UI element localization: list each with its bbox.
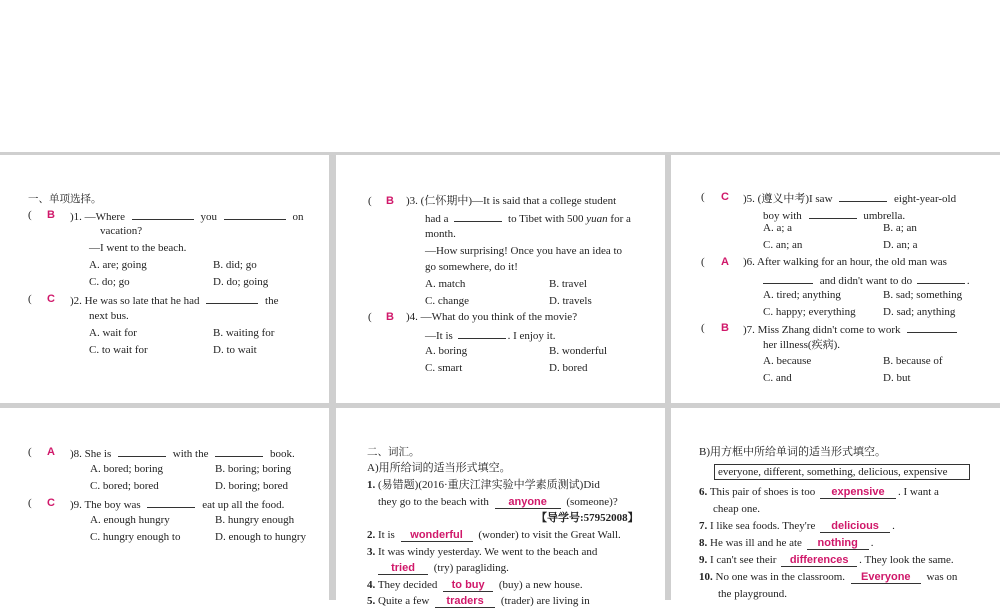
answer-fill[interactable]: nothing — [807, 537, 869, 550]
answer-q8: A — [47, 446, 55, 458]
option-a[interactable]: A. a; a — [763, 222, 793, 234]
answer-fill[interactable]: expensive — [820, 486, 896, 499]
blank[interactable] — [458, 328, 506, 339]
answer-fill[interactable]: tried — [378, 562, 428, 575]
answer-fill[interactable]: differences — [781, 554, 857, 567]
answer-bracket: ( — [28, 293, 32, 305]
option-a[interactable]: A. wait for — [89, 327, 137, 339]
answer-bracket: ( — [28, 497, 32, 509]
exercise-card-4 — [0, 408, 329, 600]
blank[interactable] — [454, 211, 502, 222]
answer-fill[interactable]: delicious — [820, 520, 890, 533]
option-c[interactable]: C. an; an — [763, 239, 803, 251]
blank[interactable] — [118, 446, 166, 457]
option-a[interactable]: A. bored; boring — [90, 463, 164, 475]
option-d[interactable]: D. bored — [549, 362, 588, 374]
option-d[interactable]: D. travels — [549, 295, 592, 307]
question-text: the playground. — [718, 588, 788, 600]
option-d[interactable]: D. sad; anything — [883, 306, 956, 318]
section-title: 一、单项选择。 — [28, 193, 102, 205]
exercise-card-1 — [0, 155, 329, 403]
option-d[interactable]: D. do; going — [213, 276, 269, 288]
option-d[interactable]: D. but — [883, 372, 911, 384]
answer-q2: C — [47, 293, 55, 305]
guide-number: 【导学号:57952008】 — [536, 512, 639, 524]
answer-bracket: ( — [368, 195, 372, 207]
question-1: )1. —Where you on — [70, 211, 304, 223]
question-text: they go to the beach with anyone (someone)? — [378, 496, 618, 508]
option-d[interactable]: D. boring; bored — [215, 480, 289, 492]
option-a[interactable]: A. are; going — [89, 259, 147, 271]
option-d[interactable]: D. an; a — [883, 239, 918, 251]
option-d[interactable]: D. enough to hungry — [215, 531, 307, 543]
answer-bracket: ( — [701, 191, 705, 203]
answer-q1: B — [47, 209, 55, 221]
blank[interactable] — [206, 293, 258, 304]
question-text: next bus. — [89, 310, 129, 322]
question-text: and didn't want to do . — [763, 273, 970, 288]
answer-bracket: ( — [28, 209, 32, 221]
option-c[interactable]: C. smart — [425, 362, 463, 374]
question-text: month. — [425, 228, 456, 240]
option-b[interactable]: B. sad; something — [883, 289, 963, 301]
question-5: )5. (遵义中考)I saw eight-year-old — [743, 193, 957, 205]
question-9: )9. The boy was eat up all the food. — [70, 499, 285, 511]
blank[interactable] — [917, 273, 965, 284]
option-a[interactable]: A. boring — [425, 345, 468, 357]
option-a[interactable]: A. enough hungry — [90, 514, 170, 526]
answer-bracket: ( — [701, 322, 705, 334]
answer-q4: B — [386, 311, 394, 323]
option-b[interactable]: B. travel — [549, 278, 587, 290]
option-b[interactable]: B. hungry enough — [215, 514, 295, 526]
answer-q6: A — [721, 256, 729, 268]
vocab-question-5: 5. Quite a few traders (trader) are living in — [367, 595, 590, 607]
answer-q9: C — [47, 497, 55, 509]
question-text: —I went to the beach. — [89, 242, 187, 254]
answer-bracket: ( — [368, 311, 372, 323]
blank[interactable] — [132, 209, 194, 220]
vocab-question-1: 1. (易错题)(2016·重庆江津实验中学素质测试)Did — [367, 479, 600, 491]
exercise-card-2 — [336, 155, 665, 403]
vocab-question-2: 2. It is wonderful (wonder) to visit the Great Wall. — [367, 529, 621, 541]
vocab-question-3: 3. It was windy yesterday. We went to the beach and — [367, 546, 598, 558]
answer-q3: B — [386, 195, 394, 207]
option-a[interactable]: A. tired; anything — [763, 289, 841, 301]
blank[interactable] — [215, 446, 263, 457]
option-b[interactable]: B. boring; boring — [215, 463, 292, 475]
answer-q7: B — [721, 322, 729, 334]
answer-fill[interactable]: traders — [435, 595, 495, 608]
question-2: )2. He was so late that he had the — [70, 295, 279, 307]
vocab-question-10: 10. No one was in the classroom. Everyone was on — [699, 571, 958, 583]
option-d[interactable]: D. to wait — [213, 344, 257, 356]
blank[interactable] — [224, 209, 286, 220]
exercise-card-5 — [336, 408, 665, 607]
exercise-card-6 — [671, 408, 1000, 600]
word-box: everyone, different, something, delicious, expensive — [714, 464, 970, 480]
blank[interactable] — [809, 208, 857, 219]
option-a[interactable]: A. match — [425, 278, 466, 290]
answer-fill[interactable]: anyone — [495, 496, 561, 509]
answer-fill[interactable]: to buy — [443, 579, 493, 592]
option-c[interactable]: C. change — [425, 295, 469, 307]
question-6: )6. After walking for an hour, the old man was — [743, 256, 947, 268]
option-c[interactable]: C. to wait for — [89, 344, 148, 356]
blank[interactable] — [147, 497, 195, 508]
blank[interactable] — [907, 322, 957, 333]
option-b[interactable]: B. did; go — [213, 259, 257, 271]
question-text: go somewhere, do it! — [425, 261, 518, 273]
question-8: )8. She is with the book. — [70, 448, 295, 460]
option-a[interactable]: A. because — [763, 355, 812, 367]
question-3: )3. (仁怀期中)—It is said that a college student — [406, 195, 617, 207]
answer-fill[interactable]: Everyone — [851, 571, 921, 584]
option-b[interactable]: B. waiting for — [213, 327, 275, 339]
option-c[interactable]: C. and — [763, 372, 792, 384]
option-b[interactable]: B. a; an — [883, 222, 917, 234]
answer-bracket: ( — [28, 446, 32, 458]
option-c[interactable]: C. happy; everything — [763, 306, 856, 318]
answer-q5: C — [721, 191, 729, 203]
option-b[interactable]: B. because of — [883, 355, 943, 367]
vocab-question-6: 6. This pair of shoes is too expensive . I want a — [699, 486, 939, 498]
subsection-title: B)用方框中所给单词的适当形式填空。 — [699, 446, 886, 458]
option-c[interactable]: C. bored; bored — [90, 480, 159, 492]
answer-bracket: ( — [701, 256, 705, 268]
question-text: vacation? — [100, 225, 143, 237]
vocab-question-9: 9. I can't see their differences . They look the same. — [699, 554, 954, 566]
vocab-question-8: 8. He was ill and he ate nothing . — [699, 537, 874, 549]
blank[interactable] — [839, 191, 887, 202]
vocab-question-7: 7. I like sea foods. They're delicious . — [699, 520, 895, 532]
question-text: tried (try) paragliding. — [378, 562, 509, 575]
question-text: cheap one. — [713, 503, 761, 515]
question-text: —It is . I enjoy it. — [425, 330, 556, 342]
question-4: )4. —What do you think of the movie? — [406, 311, 578, 323]
blank[interactable] — [763, 273, 813, 284]
subsection-title: A)用所给词的适当形式填空。 — [367, 462, 511, 474]
vocab-question-4: 4. They decided to buy (buy) a new house. — [367, 579, 583, 591]
question-text: her illness(疾病). — [763, 339, 840, 351]
exercise-card-3 — [671, 155, 1000, 403]
answer-fill[interactable]: wonderful — [401, 529, 473, 542]
question-text: —How surprising! Once you have an idea to — [425, 245, 623, 257]
question-text: boy with umbrella. — [763, 210, 906, 222]
question-text: had a to Tibet with 500 yuan for a — [425, 213, 631, 225]
option-c[interactable]: C. hungry enough to — [90, 531, 181, 543]
section-title: 二、词汇。 — [367, 446, 420, 458]
question-7: )7. Miss Zhang didn't come to work — [743, 322, 957, 337]
option-c[interactable]: C. do; go — [89, 276, 130, 288]
option-b[interactable]: B. wonderful — [549, 345, 608, 357]
